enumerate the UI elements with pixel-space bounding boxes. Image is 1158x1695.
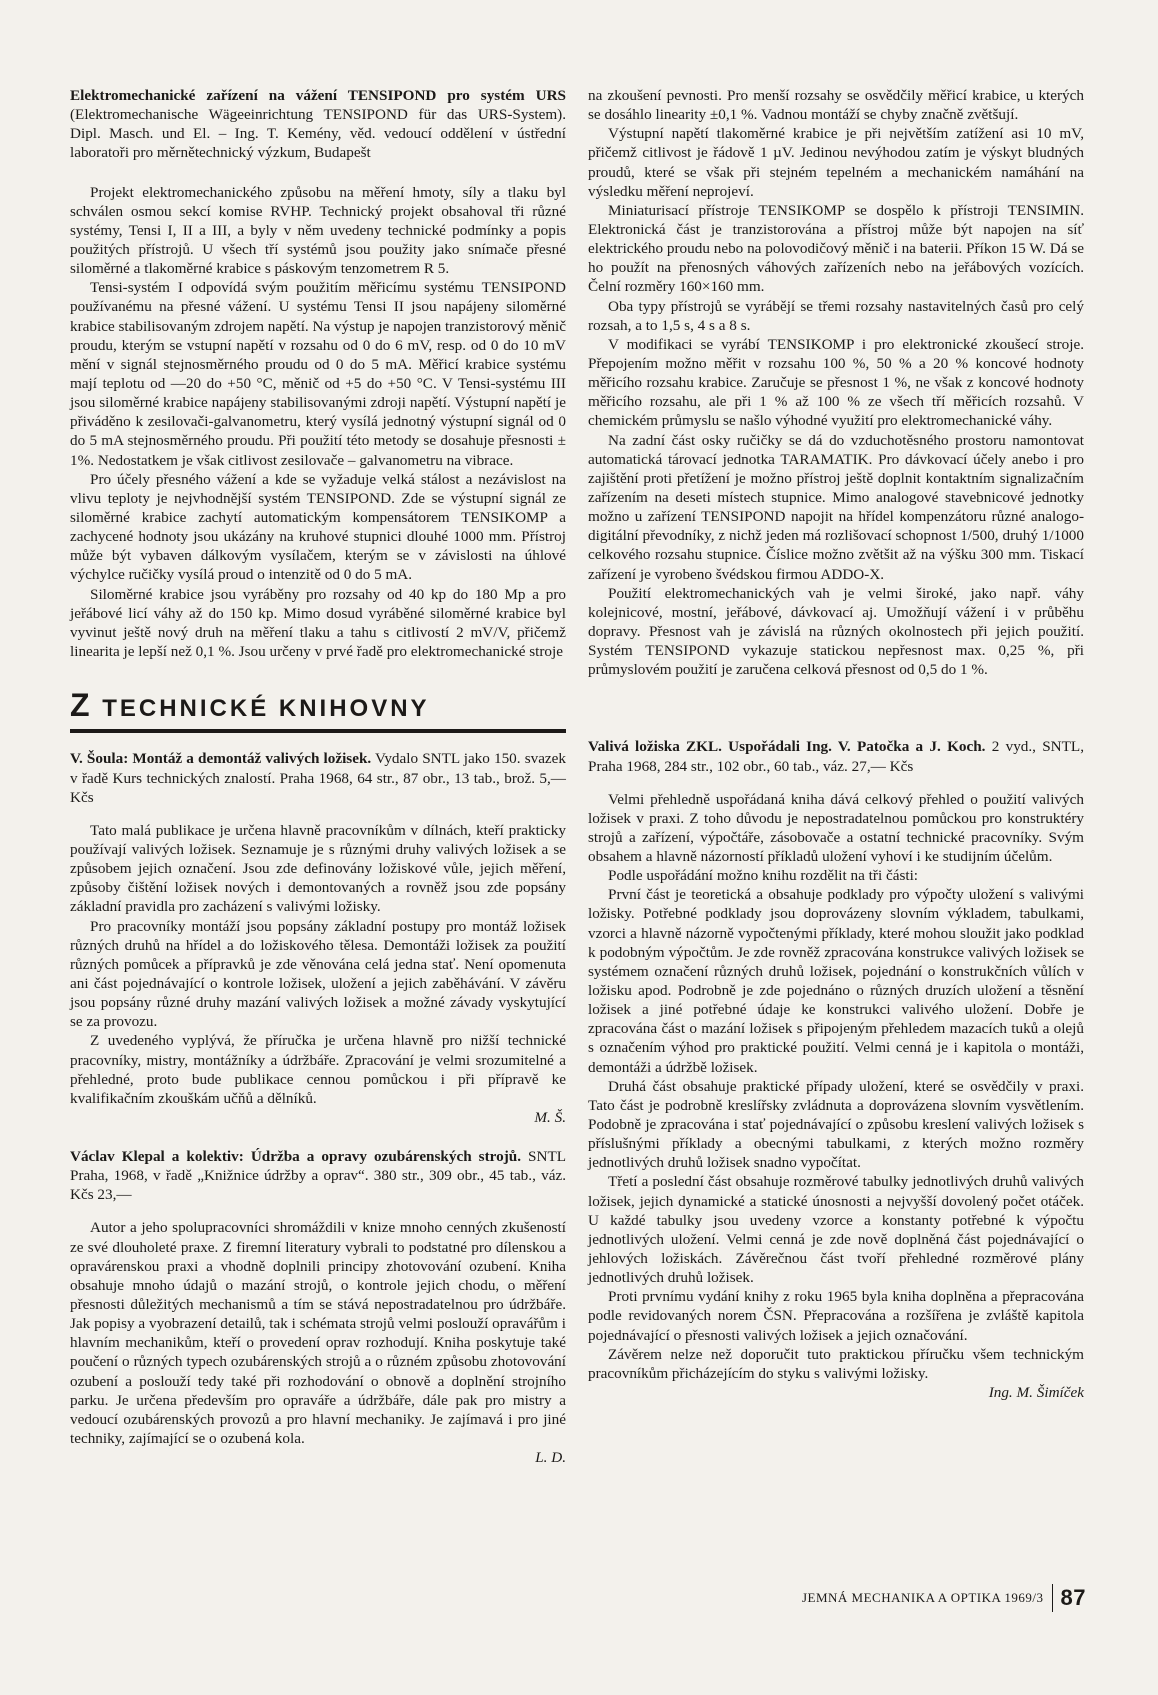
page-number: 87 <box>1060 1585 1086 1610</box>
article-paragraph-10: Na zadní část osky ručičky se dá do vzduchotěsného prostoru namontovat automatická tárovací jednotka TARAMATIK. Pro dávkovací účely anebo i pro zajištění proti přetížení je možno přístroj ještě doplnit kontaktním signalizačním zařízením na deseti místech stupnice. Mimo analogové stavebnicové jednotky možno u zařízení TENSIPOND napojit na hřídel kompenzátoru různé analogo-digitální převodníky, z nichž jeden má rozlišovací schopnost 1/500, druhý 1/1000 celkového rozsahu stupnice. Číslice možno zvětšit až na výšku 300 mm. Tiskací zařízení je vyrobeno švédskou firmou ADDO-X. <box>588 431 1084 583</box>
book-paragraph: Podle uspořádání možno knihu rozdělit na tři části: <box>608 867 919 885</box>
article-tensipond-header <box>70 86 566 163</box>
page-footer <box>802 1584 1086 1612</box>
book-paragraph: Autor a jeho spolupracovníci shromáždili v knize mnoho cenných zkušeností ze své dlouholeté praxe. Z firemní literatury vybrali to podstatné pro dílenskou a opravárenskou praxi a vhodně doplnili principy zhotovování ozubení. Kniha obsahuje mnoho údajů o mazání strojů, o kontrole jejich chodu, o měření přesnosti důležitých mechanismů a tím se stává nepostradatelnou pro údržbáře. Jak popisy a vyobrazení detailů, tak i schémata strojů velmi poslouží opravářům i hlavním mechanikům, kteří o provedení oprav rozhodují. Kniha poskytuje také poučení o různých typech ozubárenských strojů a o různém způsobu zhotovování ozubení a poslouží tedy také při rozhodování o obnově a doplnění strojního parku. Je určena především pro opraváře a údržbáře, dále pak pro mistry a vedoucí ozubárenských provozů a pro hlavní mechaniky. Je zajímavá i pro jiné techniky, zajímající se o ozubená kola. <box>70 1219 566 1448</box>
book-paragraph: Proti prvnímu vydání knihy z roku 1965 byla kniha doplněna a přepracována podle revidovaných norem ČSN. Přepracována a rozšířena je zvláště kapitola pojednávající o přesnosti valivých ložisek a jejich označování. <box>588 1288 1084 1344</box>
book-info: Vydalo SNTL jako 150. svazek v řadě Kurs technických znalostí. Praha 1968, 64 str., 87 obr., 13 tab., brož. 5,— Kčs <box>70 750 567 806</box>
book-paragraph: Pro pracovníky montáží jsou popsány základní postupy pro montáž ložisek různých druhů na hřídel a do ložiskového tělesa. Demontáži ložisek za použití různých pomůcek a přípravků je zde věnována celá jedna stať. Není opomenuta ani část pojednávající o kontrole ložisek, uložení a jejich zaběhávání. V závěru jsou popsány různé druhy mazání valivých ložisek a možné závady vyskytující se za provozu. <box>70 917 566 1031</box>
article-paragraph-8: Oba typy přístrojů se vyrábějí se třemi rozsahy nastavitelných časů pro celý rozsah, a to 1,5 s, 4 s a 8 s. <box>588 297 1084 334</box>
review-signature: M. Š. <box>534 1108 566 1126</box>
book-paragraph: První část je teoretická a obsahuje podklady pro výpočty uložení s valivými ložisky. Potřebné podklady jsou doprovázeny slovním výkladem, tabulkami, vzorci a hlavně názorně vypočtenými příklady, které mohou sloužit jako podklad k podobným výpočtům. Je zde rovněž zpracována konstrukce valivých ložisek se systémem označení různých druhů ložisek, pojednání o konstrukčních vůlích v ložisku apod. Podrobně je zde pojednáno o různých druzích uložení a těsnění ložisek a jiné potřebné údaje ke konstrukci valivého uložení. Dobře je zpracována část o mazání ložisek s připojeným přehledem mazacích tuků a olejů s označením výhod pro praktické použití. Velmi cenná je i kapitola o montáži, demontáži a údržbě ložisek. <box>588 886 1084 1076</box>
article-paragraph-1: Projekt elektromechanického způsobu na měření hmoty, síly a tlaku byl schválen osmou sekcí komise RVHP. Technický projekt obsahoval tři různé systémy, Tensi I, II a III, a byly v něm uvedeny technické podmínky a popis použitých přístrojů. U všech tří systémů jsou použity jako snímače přesné siloměrné a tlakoměrné krabice s páskovým tenzometrem R 5. <box>70 183 566 278</box>
book-paragraph: Velmi přehledně uspořádaná kniha dává celkový přehled o použití valivých ložisek v praxi. Z toho důvodu je nepostradatelnou pomůckou pro konstruktéry strojů a zařízení, výpočtáře, zásobovače a ostatní technické pracovníky. Svým obsahem a hlavně názorností příkladů uložení vyhoví i ke studijním účelům. <box>588 790 1084 866</box>
right-column <box>588 86 1084 1422</box>
book-title: V. Šoula: Montáž a demontáž valivých ložisek. <box>70 750 372 768</box>
book-review-klepal <box>70 1147 566 1467</box>
article-paragraph-9: V modifikaci se vyrábí TENSIKOMP i pro elektronické zkoušecí stroje. Přepojením možno měřit v rozsahu 100 %, 50 % a 20 % koncové hodnoty měřicího rozsahu krabice. Zaručuje se přesnost 1 %, ne však z koncové hodnoty měřicího rozsahu, ale při 1 % až 100 % ze všech tří měřicích rozsahů. V chemickém průmyslu se našlo výhodné využití pro elektromechanické váhy. <box>588 335 1084 430</box>
book-title: Václav Klepal a kolektiv: Údržba a opravy ozubárenských strojů. <box>70 1148 521 1166</box>
book-paragraph: Tato malá publikace je určena hlavně pracovníkům v dílnách, kteří prakticky používají valivých ložisek. Seznamuje je s různými druhy valivých ložisek a se způsobem jejich označení. Jsou zde definovány ložiskové vůle, jejich měření, způsoby čištění ložisek nových i demontovaných a rovněž jsou zde popsány základní pravidla pro zacházení s valivými ložisky. <box>70 821 566 916</box>
article-subtitle: (Elektromechanische Wägeeinrichtung TENSIPOND für das URS-System). Dipl. Masch. und El. – Ing. T. Kemény, věd. vedoucí oddělení v ústřední laboratoři pro měrnětechnický výzkum, Budapešt <box>70 106 566 162</box>
publication-name: JEMNÁ MECHANIKA A OPTIKA 1969/3 <box>801 1590 1044 1605</box>
book-review-soula <box>70 749 566 1127</box>
section-heading-text: TECHNICKÉ KNIHOVNY <box>92 695 430 723</box>
section-heading <box>70 685 566 733</box>
book-title: Valivá ložiska ZKL. Uspořádali Ing. V. Patočka a J. Koch. <box>588 738 986 756</box>
article-paragraph-4: Siloměrné krabice jsou vyráběny pro rozsahy od 40 kp do 180 Mp a pro jeřábové licí váhy až do 150 kp. Mimo dosud vyráběné siloměrné krabice byl vyvinut ještě nový druh na měření tlaku a tahu s citlivostí 2 mV/V, přičemž linearita je lepší než 0,1 %. Jsou určeny v prvé řadě pro elektromechanické stroje <box>70 585 566 660</box>
book-paragraph: Závěrem nelze než doporučit tuto praktickou příručku všem technickým pracovníkům přicházejícím do styku s valivými ložisky. <box>588 1345 1084 1382</box>
left-column <box>70 86 566 1487</box>
article-title: Elektromechanické zařízení na vážení TENSIPOND pro systém URS <box>70 87 566 104</box>
article-paragraph-6: Výstupní napětí tlakoměrné krabice je při největším zatížení asi 10 mV, přičemž citlivost je řádově 1 µV. Jedinou nevýhodou zatím je výskyt bludných proudů, které se však při stejném tepelném a mechanickém namáhání na výsledku měření neprojeví. <box>588 125 1084 200</box>
article-paragraph-3: Pro účely přesného vážení a kde se vyžaduje velká stálost a nezávislost na vlivu teploty je nejvhodnější systém TENSIPOND. Zde se výstupní signál ze siloměrné krabice zachytí automatickým kompensátorem TENSIKOMP a zachycené hodnoty jsou ukázány na kruhové stupnici dlouhé 1000 mm. Přístroj může být vybaven dálkovým vysílačem, kterým se v závislosti na úhlové výchylce ručičky vysílá proud o intenzitě od 0 do 5 mA. <box>70 470 566 584</box>
article-paragraph-7: Miniaturisací přístroje TENSIKOMP se dospělo k přístroji TENSIMIN. Elektronická část je tranzistorována a přístroj může být napojen na síť elektrického proudu nebo na polovodičový měnič i na baterii. Příkon 15 W. Dá se ho použít na přenosných váhových zařízeních nebo na jeřábových vozících. Čelní rozměry 160×160 mm. <box>588 201 1084 296</box>
review-signature: Ing. M. Šimíček <box>988 1384 1084 1401</box>
article-paragraph-2: Tensi-systém I odpovídá svým použitím měřicímu systému TENSIPOND používanému na přesné vážení. U systému Tensi II jsou napájeny siloměrné krabice stabilisovaným zdrojem napětí. Na výstup je napojen tranzistorový měnič proudu, kterým se vstupní napětí v rozsahu od 0 do 6 mV, resp. od 0 do 10 mV mění v signál stejnosměrného proudu od 0 do 5 mA. Měřicí krabice systému mají teplotu od —20 do +50 °C, měnič od +5 do +50 °C. V Tensi-systému III jsou siloměrné krabice napájeny stabilisovanými zdroji napětí. Výstupní napětí je přiváděno k zesilovači-galvanometru, který vysílá jednotný výstupní signál od 0 do 5 mA stejnosměrného proudu. Při použití této metody se dosahuje přesnosti ± 1%. Nedostatkem je však citlivost zesilovače – galvanometru na vibrace. <box>70 279 566 469</box>
book-review-zkl <box>588 737 1084 1402</box>
book-info: 2 vyd., SNTL, Praha 1968, 284 str., 102 obr., 60 tab., váz. 27,— Kčs <box>588 738 1084 775</box>
section-heading-initial: Z <box>70 687 93 724</box>
footer-divider <box>1052 1584 1053 1612</box>
review-signature: L. D. <box>535 1449 566 1467</box>
article-paragraph-11: Použití elektromechanických vah je velmi široké, jako např. váhy kolejnicové, mostní, jeřábové, dávkovací aj. Umožňují vážení i v průběhu dopravy. Přesnost vah je závislá na různých okolnostech při jejich použití. Systém TENSIPOND vykazuje statickou nepřesnost max. 0,25 %, při průmyslovém použití je zaručena celková přesnost od 0,5 do 1 %. <box>588 584 1084 679</box>
article-paragraph-5: na zkoušení pevnosti. Pro menší rozsahy se osvědčily měřicí krabice, u kterých se dosáhlo linearity ±0,1 %. Vadnou montáží se chyby značně zvětšují. <box>588 87 1084 124</box>
book-paragraph: Třetí a poslední část obsahuje rozměrové tabulky jednotlivých druhů valivých ložisek, jejich dynamické a statické únosnosti a nejvyšší dovolený počet otáček. U každé tabulky jsou uvedeny vzorce a konstanty potřebné k výpočtu jednotlivých uložení. Velmi cenná je zde nově doplněná část pojednávající o jehlových ložiskách. Závěrečnou část tvoří přehledné rozměrové plány jednotlivých druhů ložisek. <box>588 1173 1084 1287</box>
book-info: SNTL Praha, 1968, v řadě „Knižnice údržby a oprav“. 380 str., 309 obr., 45 tab., váz. Kčs 23,— <box>70 1148 566 1204</box>
book-paragraph: Z uvedeného vyplývá, že příručka je určena hlavně pro nižší technické pracovníky, mistry, montážníky a údržbáře. Zpracování je velmi srozumitelné a přehledné, proto bude publikace cennou pomůckou i při přípravě ke kvalifikačním zkouškám učňů a dělníků. <box>70 1032 566 1107</box>
book-paragraph: Druhá část obsahuje praktické případy uložení, které se osvědčily v praxi. Tato část je podrobně kreslířsky zvládnuta a doprovázena slovním vysvětlením. Podobně je zpracována i stať pojednávající o způsobu kreslení valivých ložisek s příslušnými příklady a obecnými tabulkami, z kterých možno rozměry jednotlivých druhů ložisek snadno vypočítat. <box>588 1077 1084 1172</box>
